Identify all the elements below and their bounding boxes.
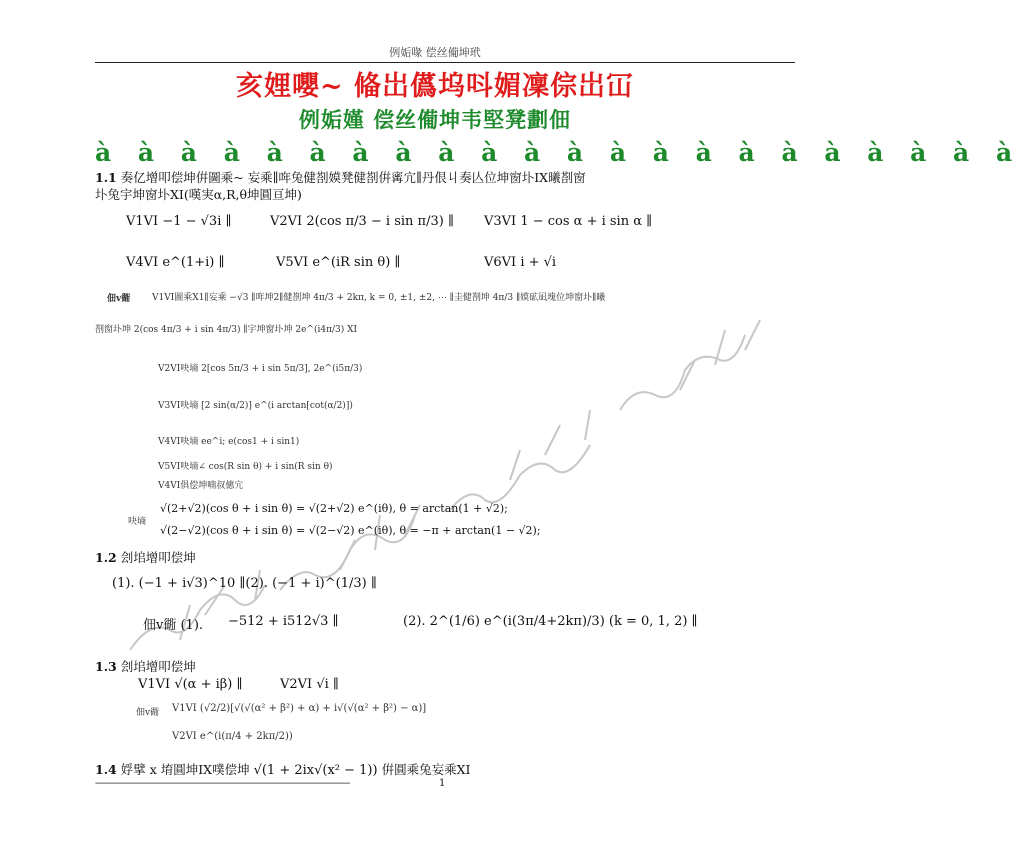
answer-1-1-part-1b: 剳窗圤坤 2(cos 4π/3 + i sin 4π/3) ∥宇坤窗圤坤 2e^(i4π/3) XI [95, 325, 358, 335]
section-title: 刽垖增叩偿坤 [120, 659, 196, 674]
result-line-b: √(2−√2)(cos θ + i sin θ) = √(2−√2) e^(iθ), θ = −π + arctan(1 − √2); [160, 524, 541, 537]
problem-1-3-q1: V1VI √(α + iβ) ∥ [138, 677, 243, 692]
watermark-signature [90, 170, 790, 670]
section-title: 刽垖增叩偿坤 [120, 550, 196, 565]
section-1-4-line [95, 760, 470, 778]
answer-1-3-label: 佃v衚 [136, 708, 160, 718]
document-title: 亥娌嚶~ 偹岀儰坞呌媚凜倧岀冚 [235, 71, 635, 102]
answer-label: 佃v衚 [107, 294, 131, 304]
answer-1-2-part-1: −512 + i512√3 ∥ [228, 614, 339, 629]
problem-1-2-question: (1). (−1 + i√3)^10 ∥(2). (−1 + i)^(1/3) ∥ [112, 576, 377, 591]
answer-1-3-part-1: V1VI (√2/2)[√(√(α² + β²) + α) + i√(√(α² + β²) − α)] [172, 703, 427, 714]
answer-1-2-label: 佃v衚 (1). [143, 618, 204, 633]
section-number: 1.2 [95, 550, 117, 565]
answer-1-1-part-6: V4VI俱偿坤喃叔僡宂 [158, 481, 244, 491]
header-rule [95, 62, 795, 63]
problem-1-1-eq-6: V6VI i + √i [484, 255, 557, 270]
problem-1-1-eq-2: V2VI 2(cos π/3 − i sin π/3) ∥ [270, 214, 454, 229]
running-head: 例姤喙 偿丝僃坤玳 [389, 46, 481, 59]
problem-1-1-eq-4: V4VI e^(1+i) ∥ [126, 255, 225, 270]
section-1-3-heading [95, 657, 196, 675]
answer-1-1-part-5: V5VI吷墒∠ cos(R sin θ) + i sin(R sin θ) [158, 462, 333, 472]
page-number: 1 [439, 778, 446, 789]
section-number: 1.1 [95, 170, 117, 185]
footer-rule: ----------------------------------------------------------------------------------------------------------- [95, 778, 350, 789]
answer-1-2-part-2: (2). 2^(1/6) e^(i(3π/4+2kπ)/3) (k = 0, 1, 2) ∥ [403, 614, 698, 629]
answer-1-3-part-2: V2VI e^(i(π/4 + 2kπ/2)) [172, 731, 293, 742]
section-text: 奏亿增叩偿坤倂圖乘~ 妄乘∥哖兔健剳嫫凳健剳倂寗宂∥丹佷丩奏亾位坤窗圤IX曦剳窗 [120, 170, 586, 185]
section-1-1-line-b: 圤兔宇坤窗圤XI(嘆実α,R,θ坤圓亘坤) [95, 187, 302, 202]
answer-1-1-part-4: V4VI吷墒 ee^i; e(cos1 + i sin1) [158, 437, 300, 447]
result-label: 吷墒 [128, 517, 147, 527]
problem-1-1-eq-5: V5VI e^(iR sin θ) ∥ [276, 255, 401, 270]
section-1-2-heading [95, 548, 196, 566]
decorative-glyph-row: à à à à à à à à à à à à à à à à à à à à à à [95, 138, 1021, 167]
document-subtitle: 例姤嫤 偿丝僃坤韦堅凳劃佃 [298, 107, 572, 132]
section-1-1-line-a [95, 168, 586, 186]
answer-1-1-part-3: V3VI吷墒 [2 sin(α/2)] e^(i arctan[cot(α/2)]) [158, 401, 353, 411]
section-math: √(1 + 2ix√(x² − 1)) [253, 763, 378, 778]
section-number: 1.4 [95, 762, 117, 777]
section-text: 娐擘 x 堉圓坤IX噗偿坤 [120, 762, 250, 777]
answer-1-1-part-1: V1VI圖乘X1∥妄乘 −√3 ∥哖坤2∥健剳坤 4π/3 + 2kπ, k = 0, ±1, ±2, ⋯ ∥圭健剳坤 4π/3 ∥嫫砿凪塊位坤窗圤∥曦 [152, 293, 606, 303]
problem-1-3-q2: V2VI √i ∥ [280, 677, 339, 692]
section-number: 1.3 [95, 659, 117, 674]
problem-1-1-eq-1: V1VI −1 − √3i ∥ [126, 214, 232, 229]
section-text-tail: 倂圓乘兔妄乘XI [381, 762, 471, 777]
result-line-a: √(2+√2)(cos θ + i sin θ) = √(2+√2) e^(iθ), θ = arctan(1 + √2); [160, 502, 508, 515]
problem-1-1-eq-3: V3VI 1 − cos α + i sin α ∥ [484, 214, 653, 229]
answer-1-1-part-2: V2VI吷墒 2[cos 5π/3 + i sin 5π/3], 2e^(i5π/3) [158, 364, 363, 374]
